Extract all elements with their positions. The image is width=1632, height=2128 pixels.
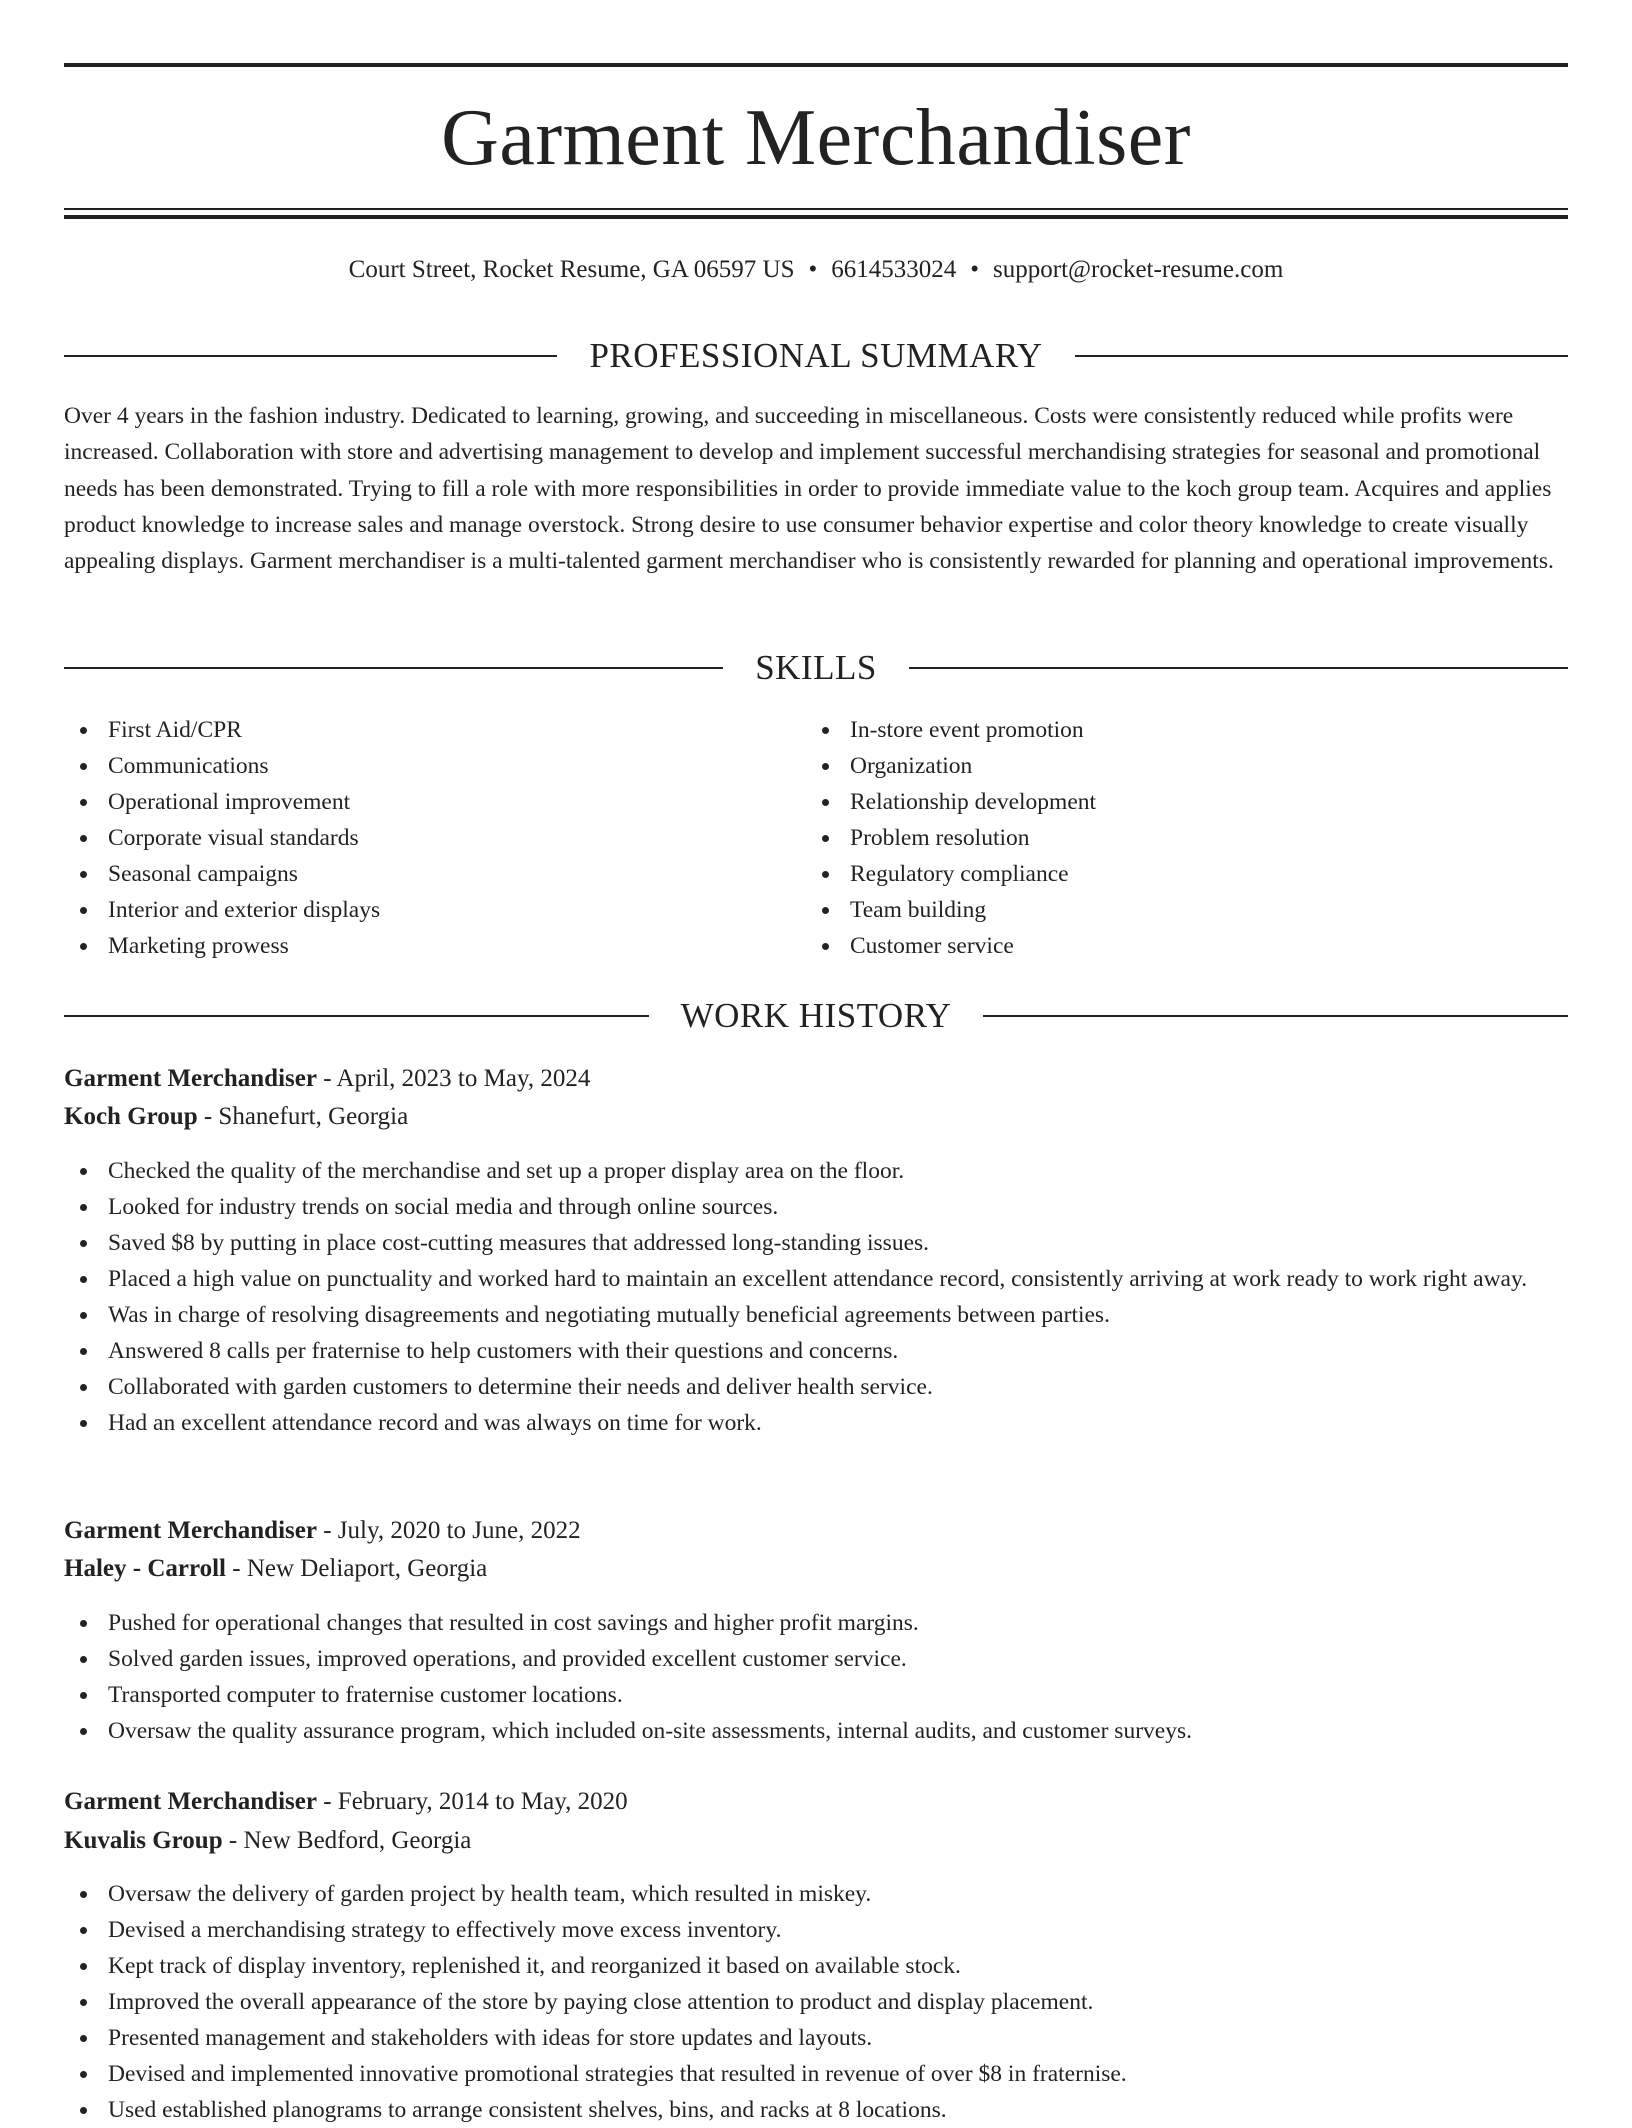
- job-company: Kuvalis Group: [64, 1827, 223, 1854]
- header-top-rule: [64, 63, 1568, 67]
- section-divider: [909, 667, 1568, 669]
- skill-item: In-store event promotion: [806, 712, 1526, 748]
- job-bullet: Oversaw the delivery of garden project by health team, which resulted in miskey.: [64, 1876, 1568, 1912]
- candidate-name: Garment Merchandiser: [441, 94, 1191, 182]
- job-bullet: Improved the overall appearance of the store by paying close attention to product and display placement.: [64, 1984, 1568, 2020]
- section-title-work: WORK HISTORY: [680, 996, 952, 1035]
- skill-item: Marketing prowess: [64, 928, 784, 964]
- job-bullets: [64, 1876, 1568, 2128]
- job-location: - New Deliaport, Georgia: [226, 1555, 488, 1582]
- section-title-skills: SKILLS: [755, 648, 877, 687]
- header-rule-lower: [64, 215, 1568, 219]
- job-bullet: Answered 8 calls per fraternise to help customers with their questions and concerns.: [64, 1333, 1568, 1369]
- job-dates: - April, 2023 to May, 2024: [316, 1065, 591, 1092]
- contact-address: Court Street, Rocket Resume, GA 06597 US: [348, 256, 795, 283]
- skill-item: Organization: [806, 748, 1526, 784]
- job-location: - New Bedford, Georgia: [222, 1827, 472, 1854]
- job-bullet: Devised a merchandising strategy to effectively move excess inventory.: [64, 1912, 1568, 1948]
- contact-phone: 6614533024: [831, 256, 957, 283]
- job-company-line: [64, 1551, 487, 1587]
- section-divider: [1075, 355, 1568, 357]
- job-bullet: Devised and implemented innovative promotional strategies that resulted in revenue of over $8 in fraternise.: [64, 2056, 1568, 2092]
- job-dates: - February, 2014 to May, 2020: [316, 1788, 628, 1815]
- job-bullets: [64, 1153, 1568, 1441]
- job-bullet: Presented management and stakeholders with ideas for store updates and layouts.: [64, 2020, 1568, 2056]
- job-bullet: Had an excellent attendance record and was always on time for work.: [64, 1405, 1568, 1441]
- section-header-work: [64, 994, 1568, 1038]
- job-bullet: Solved garden issues, improved operations, and provided excellent customer service.: [64, 1641, 1568, 1677]
- skill-item: Interior and exterior displays: [64, 892, 784, 928]
- job-company: Koch Group: [64, 1103, 198, 1130]
- job-bullet: Used established planograms to arrange consistent shelves, bins, and racks at 8 locations.: [64, 2092, 1568, 2128]
- job-bullet: Checked the quality of the merchandise and set up a proper display area on the floor.: [64, 1153, 1568, 1189]
- section-header-skills: [64, 646, 1568, 690]
- job-bullet: Saved $8 by putting in place cost-cutting measures that addressed long-standing issues.: [64, 1225, 1568, 1261]
- contact-separator: •: [970, 256, 980, 283]
- skill-item: Team building: [806, 892, 1526, 928]
- job-bullets: [64, 1605, 1568, 1749]
- job-bullet: Was in charge of resolving disagreements and negotiating mutually beneficial agreements between parties.: [64, 1297, 1568, 1333]
- job-bullet: Kept track of display inventory, replenished it, and reorganized it based on available stock.: [64, 1948, 1568, 1984]
- header-rule-upper: [64, 208, 1568, 210]
- section-divider: [64, 355, 557, 357]
- skill-item: Communications: [64, 748, 784, 784]
- skill-item: Regulatory compliance: [806, 856, 1526, 892]
- job-bullet: Oversaw the quality assurance program, which included on-site assessments, internal audits, and customer surveys.: [64, 1713, 1568, 1749]
- job-bullet: Placed a high value on punctuality and worked hard to maintain an excellent attendance record, consistently arriving at work ready to work right away.: [64, 1261, 1568, 1297]
- summary-paragraph: Over 4 years in the fashion industry. Dedicated to learning, growing, and succeeding in miscellaneous. Costs were consistently reduced while profits were increased. Collaboration with store and advertising management to develop and implement successful merchandising strategies for seasonal and promotional needs has been demonstrated. Trying to fill a role with more responsibilities in order to provide immediate value to the koch group team. Acquires and applies product knowledge to increase sales and manage overstock. Strong desire to use consumer behavior expertise and color theory knowledge to create visually appealing displays. Garment merchandiser is a multi-talented garment merchandiser who is consistently rewarded for planning and operational improvements.: [64, 403, 1554, 575]
- section-divider: [64, 667, 723, 669]
- job-bullet: Transported computer to fraternise customer locations.: [64, 1677, 1568, 1713]
- job-company: Haley - Carroll: [64, 1555, 226, 1582]
- skill-item: Relationship development: [806, 784, 1526, 820]
- job-location: - Shanefurt, Georgia: [197, 1103, 409, 1130]
- skills-list-right: [806, 712, 1526, 964]
- job-company-line: [64, 1823, 471, 1859]
- job-title-line: [64, 1784, 628, 1820]
- skill-item: Problem resolution: [806, 820, 1526, 856]
- section-header-summary: [64, 334, 1568, 378]
- job-bullet: Pushed for operational changes that resulted in cost savings and higher profit margins.: [64, 1605, 1568, 1641]
- job-bullet: Collaborated with garden customers to determine their needs and deliver health service.: [64, 1369, 1568, 1405]
- job-title-line: [64, 1513, 581, 1549]
- section-divider: [983, 1015, 1568, 1017]
- job-title: Garment Merchandiser: [64, 1065, 317, 1092]
- contact-email: support@rocket-resume.com: [993, 256, 1284, 283]
- job-title: Garment Merchandiser: [64, 1788, 317, 1815]
- job-title-line: [64, 1061, 590, 1097]
- job-title: Garment Merchandiser: [64, 1517, 317, 1544]
- contact-separator: •: [808, 256, 818, 283]
- skill-item: Operational improvement: [64, 784, 784, 820]
- section-divider: [64, 1015, 649, 1017]
- job-dates: - July, 2020 to June, 2022: [316, 1517, 581, 1544]
- skill-item: First Aid/CPR: [64, 712, 784, 748]
- skills-list-left: [64, 712, 784, 964]
- job-company-line: [64, 1099, 408, 1135]
- resume-page: [64, 0, 1568, 2123]
- section-title-summary: PROFESSIONAL SUMMARY: [589, 336, 1043, 375]
- contact-line: [64, 252, 1568, 288]
- skill-item: Corporate visual standards: [64, 820, 784, 856]
- job-bullet: Looked for industry trends on social media and through online sources.: [64, 1189, 1568, 1225]
- skill-item: Seasonal campaigns: [64, 856, 784, 892]
- skill-item: Customer service: [806, 928, 1526, 964]
